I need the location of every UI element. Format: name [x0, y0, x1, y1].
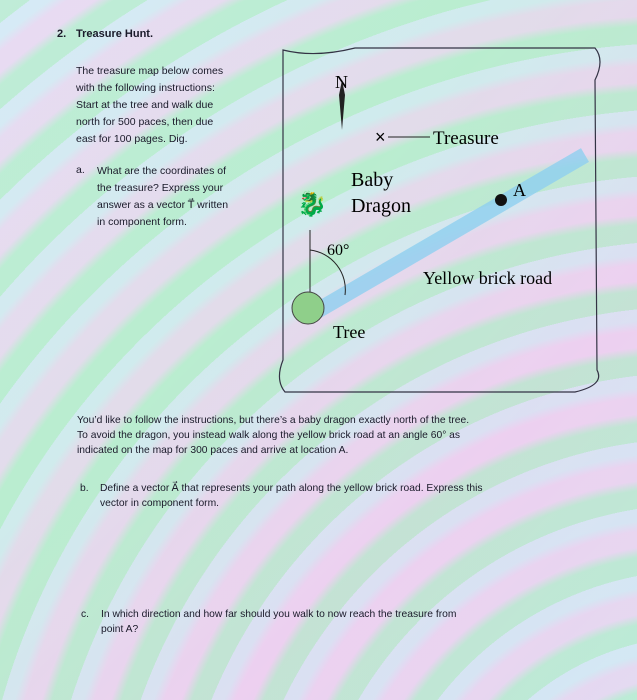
part-c-text [101, 607, 456, 637]
problem-title: Treasure Hunt. [76, 28, 154, 40]
part-a-line: What are the coordinates of [97, 165, 226, 177]
part-b-label: b. [80, 483, 89, 494]
intro-line: north for 500 paces, then due [76, 116, 214, 128]
treasure-label: Treasure [433, 128, 499, 149]
part-b-line: Define a vector A⃗ that represents your path along the yellow brick road. Express this [100, 483, 483, 494]
point-a-label: A [513, 180, 526, 200]
part-a-line: answer as a vector T⃗ written [97, 199, 229, 211]
tree-icon [292, 292, 324, 324]
intro-text [76, 63, 223, 148]
problem-number: 2. [57, 28, 67, 40]
map-border [279, 48, 600, 392]
part-b-line: vector in component form. [100, 498, 220, 509]
middle-text [77, 413, 469, 458]
part-a-text [97, 163, 228, 231]
north-label: N [335, 72, 348, 92]
dragon-label-2: Dragon [351, 195, 411, 217]
treasure-x-icon: × [375, 127, 386, 147]
intro-line: with the following instructions: [76, 82, 215, 94]
intro-line: Start at the tree and walk due [76, 99, 214, 111]
intro-line: east for 100 pages. Dig. [76, 133, 188, 145]
middle-line: indicated on the map for 300 paces and arrive at location A. [77, 445, 349, 456]
part-c-line: In which direction and how far should you walk to now reach the treasure from [101, 609, 457, 620]
part-b-text [100, 481, 483, 511]
part-a-line: the treasure? Express your [97, 182, 224, 194]
dragon-icon: 🐉 [297, 191, 327, 218]
middle-line: To avoid the dragon, you instead walk along the yellow brick road at an angle 60° as [77, 430, 461, 441]
intro-line: The treasure map below comes [76, 65, 224, 77]
part-c-label: c. [81, 609, 90, 620]
point-a-marker [495, 194, 507, 206]
dragon-label-1: Baby [351, 169, 394, 191]
part-a-label: a. [76, 164, 85, 176]
part-c-line: point A? [101, 624, 139, 635]
angle-label: 60° [327, 242, 350, 259]
tree-label: Tree [333, 322, 366, 342]
treasure-map [275, 40, 615, 400]
road-label: Yellow brick road [423, 268, 553, 288]
part-a-line: in component form. [97, 216, 187, 228]
middle-line: You’d like to follow the instructions, but there’s a baby dragon exactly north of the tree. [77, 415, 470, 426]
